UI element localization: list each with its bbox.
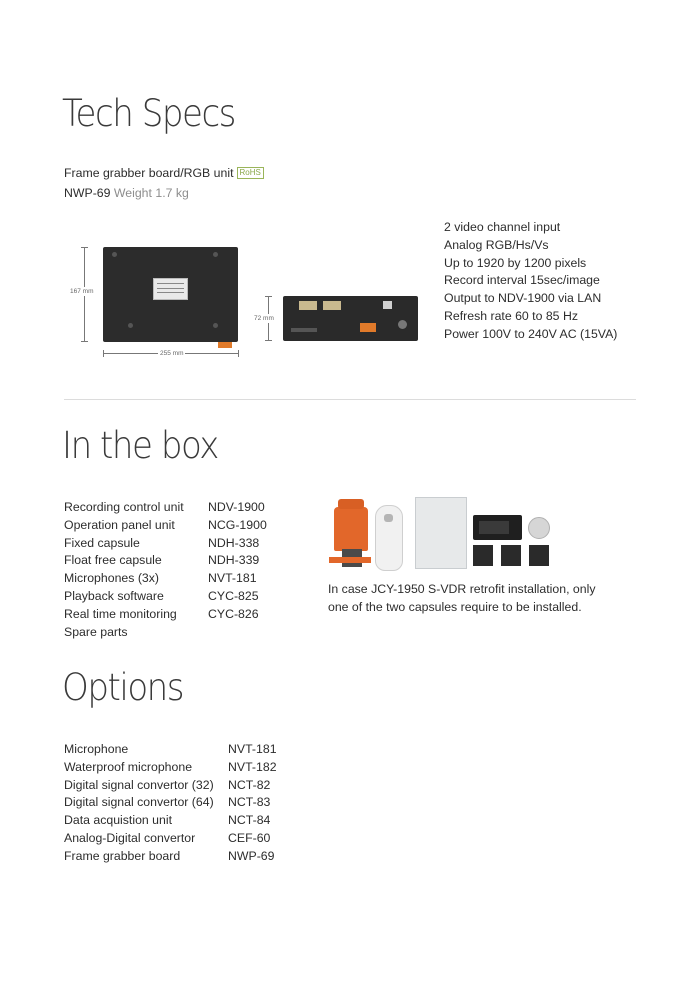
capsule-window [384, 514, 393, 522]
feature-item: Up to 1920 by 1200 pixels [444, 255, 587, 270]
feature-item: Record interval 15sec/image [444, 273, 600, 288]
box-contents-photo [327, 497, 557, 573]
model-weight-line [64, 185, 189, 203]
screw-icon [213, 252, 218, 257]
option-name: Data acquistion unit [64, 813, 173, 828]
item-model: NDH-338 [208, 535, 260, 550]
capsule-base-image [329, 557, 371, 563]
in-the-box-table [64, 499, 267, 641]
feature-item: Refresh rate 60 to 85 Hz [444, 308, 578, 323]
option-name: Frame grabber board [64, 848, 181, 863]
device-front-view-image [283, 296, 418, 341]
option-model: NCT-82 [228, 777, 271, 792]
item-name: Playback software [64, 588, 164, 603]
item-name: Real time monitoring [64, 606, 177, 621]
item-name: Fixed capsule [64, 535, 140, 550]
dimension-tick [265, 296, 272, 297]
table-row [64, 570, 267, 588]
feature-item: Power 100V to 240V AC (15VA) [444, 326, 618, 341]
device-label-strip [291, 328, 317, 332]
power-terminal-icon [360, 323, 376, 332]
height-dimension-label: 167 mm [70, 288, 94, 295]
device-top-view-image [103, 247, 238, 342]
vga-port-icon [299, 301, 317, 310]
table-row [64, 812, 277, 830]
product-line-label: Frame grabber board/RGB unit [64, 166, 234, 180]
table-row [64, 552, 267, 570]
retrofit-note [328, 581, 595, 617]
option-model: NCT-83 [228, 795, 271, 810]
depth-dimension-label: 72 mm [254, 315, 274, 322]
in-the-box-heading: In the box [62, 424, 218, 467]
table-row [64, 588, 267, 606]
feature-item: Output to NDV-1900 via LAN [444, 291, 602, 306]
item-name: Recording control unit [64, 500, 184, 514]
option-model: NCT-84 [228, 813, 271, 828]
option-name: Waterproof microphone [64, 759, 193, 774]
table-row [64, 624, 267, 642]
rohs-badge: RoHS [237, 167, 264, 179]
item-model: NDV-1900 [208, 500, 265, 514]
screw-icon [213, 323, 218, 328]
switch-icon [398, 320, 407, 329]
vga-port-icon [323, 301, 341, 310]
software-disc-icon [528, 517, 550, 539]
table-row [64, 848, 277, 866]
table-row [64, 830, 277, 848]
option-model: NVT-182 [228, 759, 277, 774]
float-free-capsule-image [334, 507, 368, 551]
item-model: CYC-825 [208, 588, 259, 603]
microphone-image [473, 545, 493, 566]
option-name: Digital signal convertor (64) [64, 795, 214, 810]
model-label: NWP-69 [64, 186, 111, 200]
option-name: Analog-Digital convertor [64, 830, 196, 845]
panel-screen [479, 521, 509, 534]
options-heading: Options [62, 666, 184, 709]
section-divider [64, 399, 636, 400]
feature-item: Analog RGB/Hs/Vs [444, 237, 549, 252]
table-row [64, 759, 277, 777]
capsule-top-image [338, 499, 364, 509]
microphone-image [501, 545, 521, 566]
item-name: Microphones (3x) [64, 571, 159, 586]
item-name: Spare parts [64, 624, 128, 639]
table-row [64, 741, 277, 759]
width-dimension-label: 255 mm [160, 350, 184, 357]
screw-icon [128, 323, 133, 328]
option-model: NVT-181 [228, 742, 277, 756]
fixed-capsule-image [375, 505, 403, 571]
table-row [64, 777, 277, 795]
item-model: NCG-1900 [208, 517, 267, 532]
table-row [64, 499, 267, 517]
table-row [64, 606, 267, 624]
features-list [444, 219, 617, 344]
table-row [64, 794, 277, 812]
item-model: NVT-181 [208, 571, 257, 586]
orange-connector-icon [218, 342, 232, 348]
note-line: In case JCY-1950 S-VDR retrofit installation, only [328, 582, 596, 596]
option-model: CEF-60 [228, 830, 271, 845]
lan-port-icon [383, 301, 392, 309]
option-name: Microphone [64, 742, 129, 756]
item-model: NDH-339 [208, 553, 260, 568]
item-model: CYC-826 [208, 606, 259, 621]
weight-label: Weight 1.7 kg [113, 186, 189, 200]
option-model: NWP-69 [228, 848, 275, 863]
option-name: Digital signal convertor (32) [64, 777, 214, 792]
table-row [64, 535, 267, 553]
device-label-plate [153, 278, 188, 300]
item-name: Operation panel unit [64, 517, 175, 532]
dimension-tick [103, 350, 104, 357]
dimension-tick [81, 341, 88, 342]
screw-icon [112, 252, 117, 257]
dimension-tick [81, 247, 88, 248]
feature-item: 2 video channel input [444, 220, 561, 234]
operation-panel-image [473, 515, 522, 540]
recording-control-unit-image [415, 497, 467, 569]
item-name: Float free capsule [64, 553, 162, 568]
microphone-image [529, 545, 549, 566]
options-table [64, 741, 277, 866]
dimension-tick [265, 340, 272, 341]
dimension-tick [238, 350, 239, 357]
tech-specs-heading: Tech Specs [62, 92, 235, 135]
product-line-text [64, 165, 264, 183]
note-line: one of the two capsules require to be installed. [328, 599, 582, 614]
table-row [64, 517, 267, 535]
